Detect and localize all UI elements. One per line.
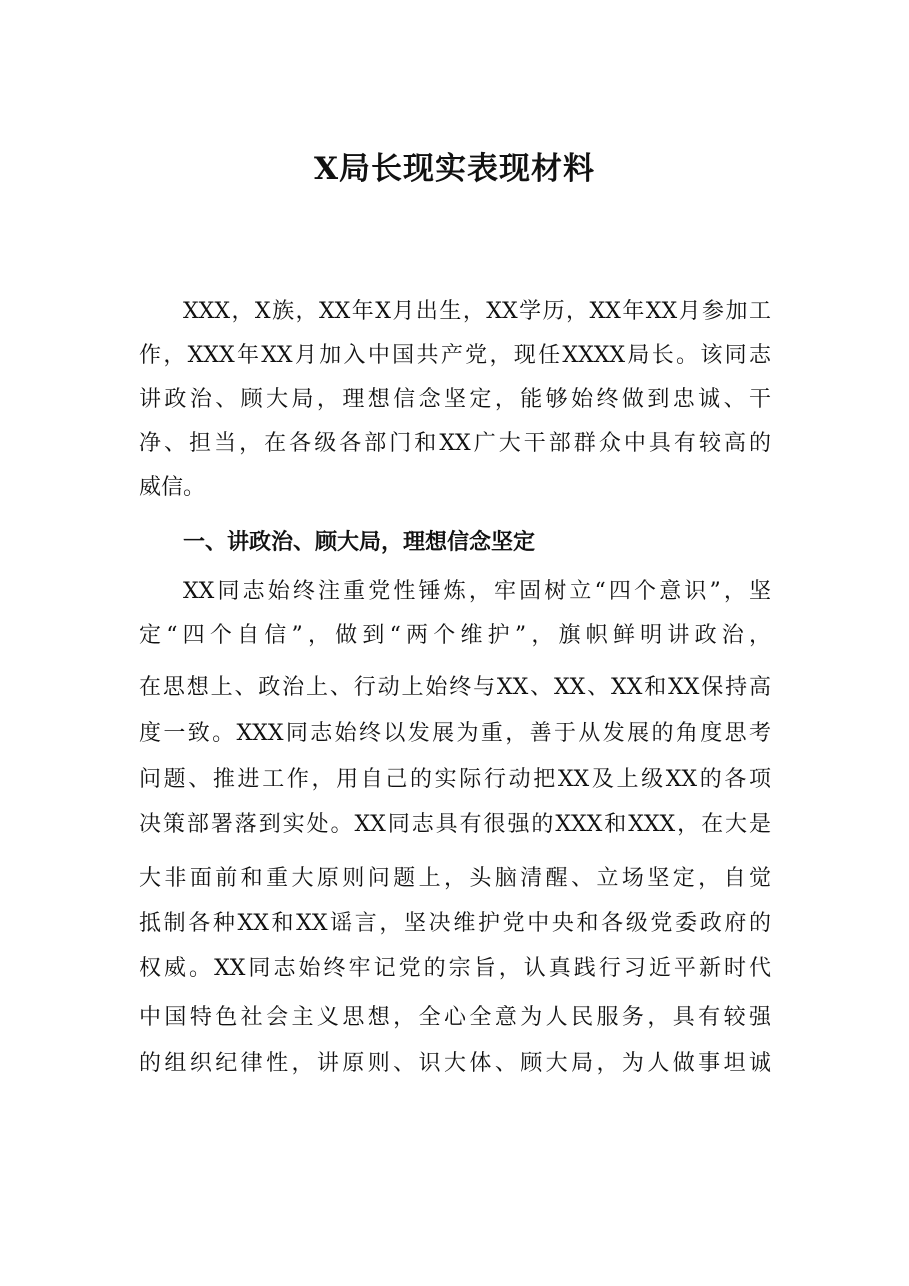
body-line: 在思想上、政治上、行动上始终与XX、XX、XX和XX保持高 — [139, 675, 771, 700]
body-line: 决策部署落到实处。XX同志具有很强的XXX和XXX，在大是 — [139, 812, 771, 837]
intro-line: 净、担当，在各级各部门和XX广大干部群众中具有较高的 — [139, 431, 771, 456]
body-line: 度一致。XXX同志始终以发展为重，善于从发展的角度思考 — [139, 721, 771, 746]
body-line: 定“四个自信”，做到“两个维护”，旗帜鲜明讲政治， — [139, 623, 771, 648]
body-line: 权威。XX同志始终牢记党的宗旨，认真践行习近平新时代 — [139, 956, 771, 981]
body-line: 的组织纪律性，讲原则、识大体、顾大局，为人做事坦诚 — [139, 1051, 771, 1076]
body-line: 抵制各种XX和XX谣言，坚决维护党中央和各级党委政府的 — [139, 911, 771, 936]
section-heading: 一、讲政治、顾大局，理想信念坚定 — [183, 529, 536, 555]
document-title: X局长现实表现材料 — [313, 151, 596, 187]
intro-line: 威信。 — [139, 475, 206, 500]
body-line: 问题、推进工作，用自己的实际行动把XX及上级XX的各项 — [139, 767, 771, 792]
body-line: 大非面前和重大原则问题上，头脑清醒、立场坚定，自觉 — [139, 866, 771, 891]
intro-line: XXX，X族，XX年X月出生，XX学历，XX年XX月参加工 — [183, 299, 771, 324]
body-line: 中国特色社会主义思想，全心全意为人民服务，具有较强 — [139, 1005, 771, 1030]
body-line: XX同志始终注重党性锤炼，牢固树立“四个意识”，坚 — [183, 579, 771, 604]
intro-line: 讲政治、顾大局，理想信念坚定，能够始终做到忠诚、干 — [139, 387, 771, 412]
intro-line: 作，XXX年XX月加入中国共产党，现任XXXX局长。该同志 — [139, 343, 771, 368]
